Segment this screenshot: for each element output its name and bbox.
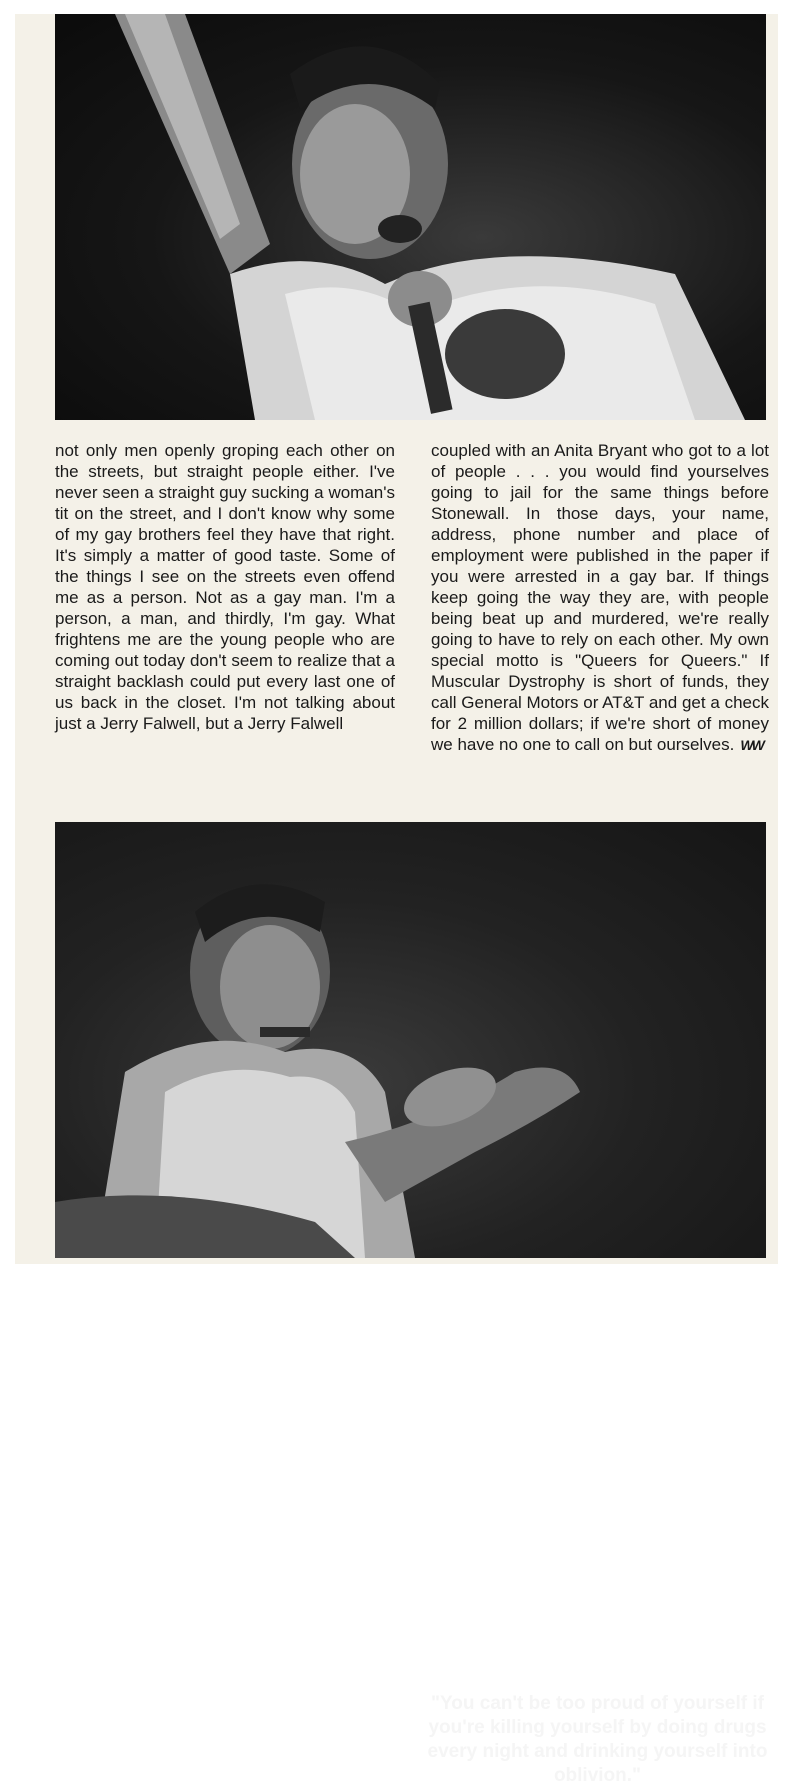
article-column-left: not only men openly groping each other on the streets, but straight people either. I've never seen a straight guy sucking a woman's tit on the street, and I don't know why some of my gay brothers feel they have that right. It's simply a matter of good taste. Some of the things I see on the streets even offend me as a person. Not as a gay man. I'm a person, a man, and thirdly, I'm gay. What frightens me are the young people who are coming out today don't seem to realize that a straight backlash could put every last one of us back in the closet. I'm not talking about just a Jerry Falwell, but a Jerry Falwell xyxy=(55,441,395,733)
article-column-right-text: coupled with an Anita Bryant who got to a lot of people . . . you would find yourselves going to jail for the same things before Stonewall. In those days, your name, address, phone number and place of employment were published in the paper if you were arrested in a gay bar. If things keep going the way they are, with people being beat up and murdered, we're really going to have to rely on each other. My own special motto is "Queers for Queers." If Muscular Dystrophy is short of funds, they call General Motors or AT&T and get a check for 2 million dollars; if we're short of money we have no one to call on but ourselves. xyxy=(431,441,769,754)
photo-man-gesturing xyxy=(55,822,768,1786)
article-column-right xyxy=(431,440,769,756)
end-mark-logo: WW xyxy=(740,737,763,753)
photo-man-singing xyxy=(55,14,766,420)
pull-quote: "You can't be too proud of yourself if you're killing yourself by doing drugs every night and drinking yourself into oblivion." xyxy=(427,1693,768,1786)
photo-man-gesturing-illustration xyxy=(55,822,766,1258)
photo-man-singing-illustration xyxy=(55,14,766,420)
magazine-page xyxy=(15,14,778,1786)
